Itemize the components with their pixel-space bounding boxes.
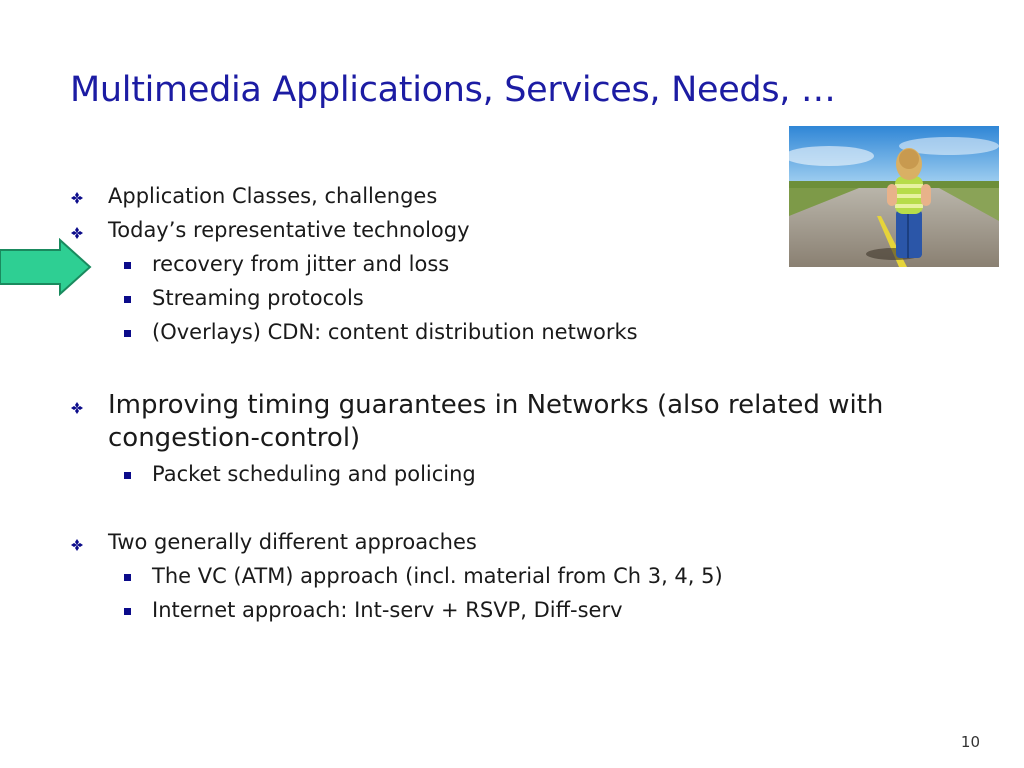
square-bullet-icon [124, 472, 131, 479]
bullet-representative-technology: Today’s representative technology [108, 218, 470, 242]
four-diamond-bullet-icon [71, 192, 83, 204]
square-bullet-icon [124, 296, 131, 303]
page-number: 10 [960, 733, 980, 751]
square-bullet-icon [124, 330, 131, 337]
bullet-two-approaches: Two generally different approaches [108, 530, 477, 554]
subbullet-cdn: (Overlays) CDN: content distribution networks [152, 320, 638, 344]
subbullet-vc-atm: The VC (ATM) approach (incl. material from Ch 3, 4, 5) [152, 564, 723, 588]
bullet-application-classes: Application Classes, challenges [108, 184, 438, 208]
subbullet-packet-scheduling: Packet scheduling and policing [152, 462, 476, 486]
subbullet-internet-approach: Internet approach: Int-serv + RSVP, Diff-serv [152, 598, 623, 622]
slide-title: Multimedia Applications, Services, Needs, … [70, 70, 836, 110]
square-bullet-icon [124, 574, 131, 581]
child-on-road-photo [789, 126, 999, 267]
bullet-timing-guarantees-line2: congestion-control) [108, 423, 361, 453]
square-bullet-icon [124, 262, 131, 269]
four-diamond-bullet-icon [71, 539, 83, 551]
bullet-timing-guarantees: Improving timing guarantees in Networks (also related with [108, 390, 884, 420]
right-arrow-icon [0, 238, 92, 296]
square-bullet-icon [124, 608, 131, 615]
four-diamond-bullet-icon [71, 227, 83, 239]
subbullet-jitter-loss: recovery from jitter and loss [152, 252, 450, 276]
four-diamond-bullet-icon [71, 402, 83, 414]
subbullet-streaming-protocols: Streaming protocols [152, 286, 364, 310]
